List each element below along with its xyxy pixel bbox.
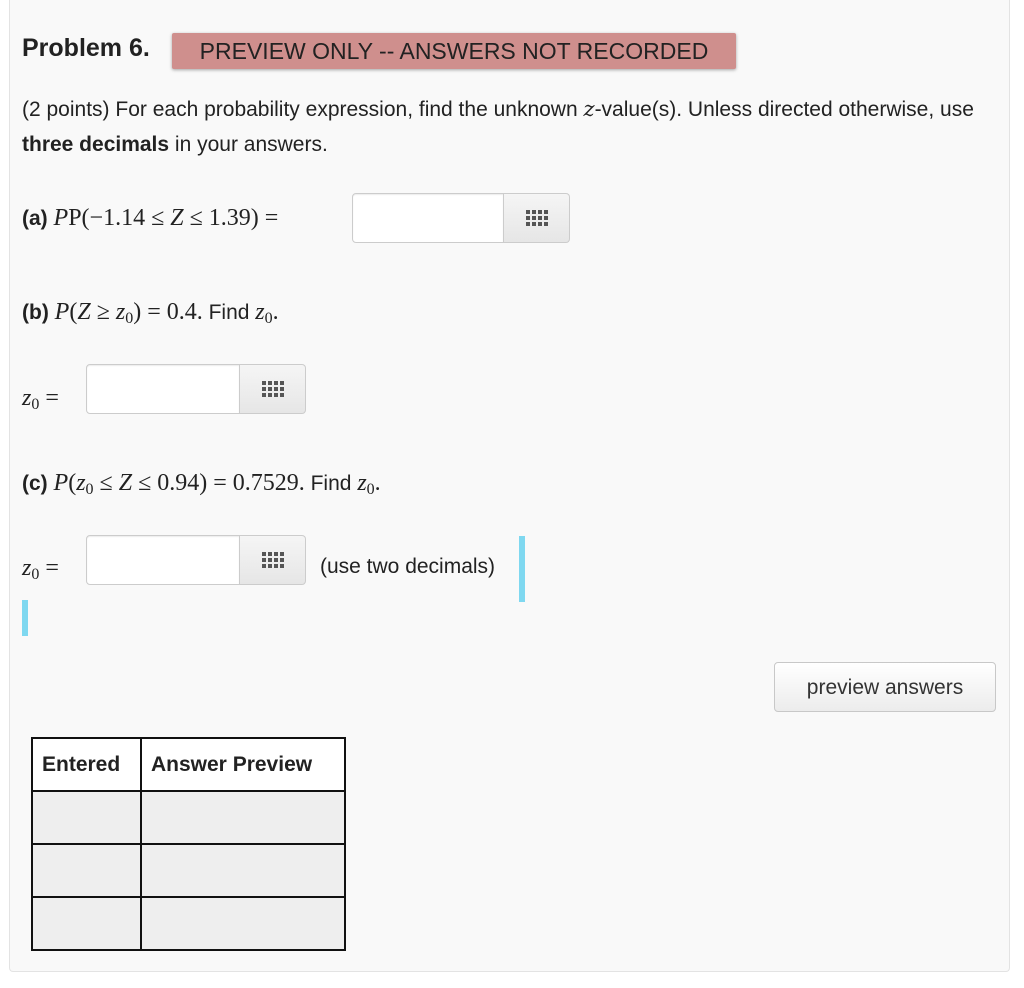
text-cursor-marker — [22, 600, 28, 636]
part-c-ans-var: z — [22, 555, 32, 581]
part-b-z0: z — [115, 299, 126, 325]
part-c-hint: (use two decimals) — [320, 555, 496, 578]
intro-bold: three decimals — [22, 133, 170, 156]
part-c-z0-sub: 0 — [85, 481, 94, 498]
part-c-label: (c) — [22, 472, 48, 495]
part-c-ans-eq: = — [45, 555, 59, 581]
problem-instructions — [22, 92, 982, 162]
part-a-expr-open: P(−1.14 ≤ — [68, 205, 171, 231]
part-b-expr-tail: ) = 0.4. — [133, 299, 203, 325]
part-b-ans-eq: = — [45, 385, 59, 411]
part-a-math: PP(−1.14 ≤ Z ≤ 1.39) = — [53, 205, 279, 231]
part-c-math: $P(z_0 \le Z \le 0.94) = 0.7529$. — [53, 470, 305, 498]
part-c-find-var — [357, 470, 380, 496]
part-b-answer-group — [86, 364, 306, 414]
part-b-p: P — [54, 299, 70, 325]
part-c-find-end: . — [374, 470, 381, 496]
part-b-ans-var: z — [22, 385, 32, 411]
part-b-find-z: z — [255, 299, 265, 325]
part-b-geq: ≥ — [90, 299, 116, 325]
equation-editor-grid-icon — [262, 552, 284, 568]
part-c-find-text: Find — [310, 472, 352, 495]
part-c-answer-group — [86, 535, 306, 585]
part-b-answer-label — [22, 383, 59, 420]
problem-title: Problem 6. — [22, 34, 150, 62]
table-cell-entered — [32, 897, 141, 950]
part-c-Z: Z — [118, 470, 133, 496]
points-label: (2 points) — [22, 98, 110, 121]
table-header-row — [32, 738, 345, 791]
table-row — [32, 897, 345, 950]
part-c-equation-editor-button[interactable] — [240, 535, 306, 585]
table-cell-entered — [32, 791, 141, 844]
part-b-find-text: Find — [208, 301, 250, 324]
part-b-ans-sub: 0 — [31, 396, 40, 413]
part-c-expr-mid: ≤ — [93, 470, 119, 496]
answer-preview-table — [31, 737, 346, 951]
intro-text-3: in your answers. — [169, 133, 328, 156]
column-header-entered: Entered — [32, 738, 141, 791]
column-header-answer-preview: Answer Preview — [141, 738, 345, 791]
text-cursor-marker — [519, 536, 525, 602]
part-c-find-z: z — [357, 470, 367, 496]
equation-editor-grid-icon — [262, 381, 284, 397]
part-b-equation-editor-button[interactable] — [240, 364, 306, 414]
part-c-answer-input[interactable] — [86, 535, 240, 585]
part-b-find-sub: 0 — [264, 310, 273, 327]
part-c-find-sub: 0 — [366, 481, 375, 498]
part-b-z0-sub: 0 — [125, 310, 134, 327]
equation-editor-grid-icon — [526, 210, 548, 226]
intro-text-2: -value(s). Unless directed otherwise, use — [594, 98, 974, 121]
part-c-ans-sub: 0 — [31, 566, 40, 583]
intro-var: z — [583, 97, 595, 121]
part-a-var: Z — [170, 205, 184, 231]
part-b-expression — [22, 297, 279, 334]
part-a-expression — [22, 203, 278, 234]
part-a-equation-editor-button[interactable] — [504, 193, 570, 243]
part-c-expr-tail: ≤ 0.94) = 0.7529. — [132, 470, 305, 496]
preview-answers-button[interactable]: preview answers — [774, 662, 996, 712]
table-row — [32, 791, 345, 844]
table-row — [32, 844, 345, 897]
part-c-expression — [22, 468, 381, 505]
part-a-label: (a) — [22, 207, 48, 230]
part-a-expr-close: ≤ 1.39) = — [183, 205, 279, 231]
part-b-find-var — [255, 299, 278, 325]
part-b-find-end: . — [272, 299, 279, 325]
part-c-answer-label — [22, 553, 59, 590]
part-b-math: $P(Z \ge z_0) = 0.4$. — [54, 299, 203, 327]
intro-text-1: For each probability expression, find the unknown — [109, 98, 584, 121]
preview-only-badge: PREVIEW ONLY -- ANSWERS NOT RECORDED — [172, 33, 736, 69]
part-b-answer-input[interactable] — [86, 364, 240, 414]
table-cell-preview — [141, 791, 345, 844]
part-a-answer-input[interactable] — [352, 193, 504, 243]
table-cell-preview — [141, 844, 345, 897]
part-a-answer-group — [352, 193, 570, 243]
part-b-label: (b) — [22, 301, 49, 324]
part-c-z0: z — [76, 470, 86, 496]
part-b-Z: Z — [77, 299, 91, 325]
table-cell-preview — [141, 897, 345, 950]
table-cell-entered — [32, 844, 141, 897]
